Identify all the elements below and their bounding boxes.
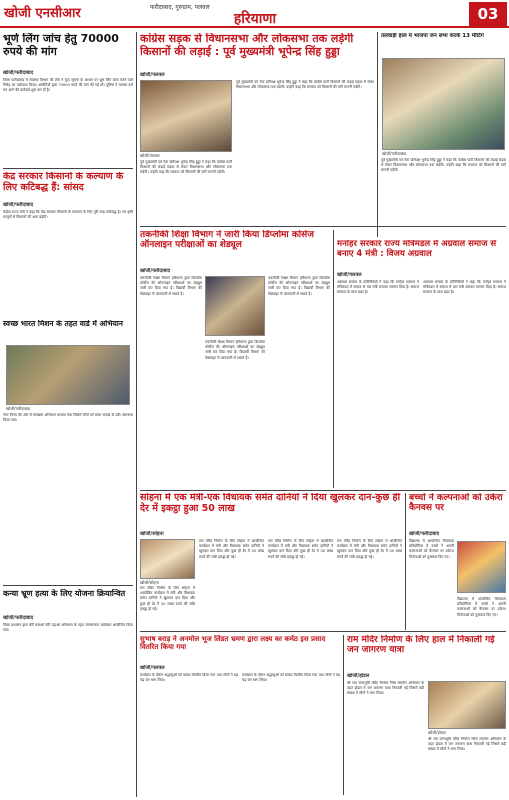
byline-a6: खोजी/फरीदाबाद bbox=[140, 268, 171, 274]
photo-caption: खोजी/पलवल bbox=[140, 153, 160, 158]
column-divider bbox=[343, 635, 344, 795]
photo-official bbox=[205, 276, 265, 336]
body-a7-cont: अग्रवाल समाज के प्रतिनिधियों ने कहा कि मनोहर सरकार ने मंत्रिमंडल में समाज से चार मंत्री बनाकर सम्मान दिया है। समाज सरकार के साथ खड़ा है। bbox=[423, 280, 506, 295]
column-divider bbox=[377, 32, 378, 237]
body-a12: पूर्व मुख्यमंत्री एवं नेता प्रतिपक्ष भूपेन्द्र सिंह हुड्डा ने कहा कि कांग्रेस पार्टी किसानों की लड़ाई सड़क से लेकर विधानसभा और लोकसभा तक लड़ेगी। उन्होंने कहा कि सरकार को किसानों की मांगें माननी पड़ेंगी। bbox=[381, 158, 506, 173]
body-a10-cont: कार्यक्रम के दौरान श्रद्धालुओं को प्रसाद वितरित किया गया तथा लोगों ने बढ़ चढ़ कर भाग लिया। bbox=[242, 673, 340, 683]
byline-a2: खोजी/पलवल bbox=[140, 72, 165, 78]
column-divider bbox=[333, 230, 334, 488]
photo-hooda bbox=[140, 80, 232, 152]
photo-caption: खोजी/फरीदाबाद bbox=[382, 151, 407, 156]
byline-a10: खोजी/पलवल bbox=[140, 665, 165, 671]
body-a11-cont: श्री राम जन्मभूमि मंदिर निर्माण निधि समर्पण अभियान के तहत होडल में जन जागरण यात्रा निकाली गई जिसमें बड़ी संख्या में लोगों ने भाग लिया। bbox=[428, 737, 506, 752]
page-number: 03 bbox=[469, 2, 507, 26]
byline-a3: खोजी/फरीदाबाद bbox=[3, 202, 34, 208]
headline-a8: सोहना में एक मंत्री-एक विधायक समेत दानियों ने दिया खुलकर दान-कुछ ही देर में इकट्ठा हुआ 50 लाख bbox=[140, 493, 401, 514]
body-a8: राम मंदिर निर्माण के लिए सोहना में आयोजित कार्यक्रम में मंत्री और विधायक समेत दानियों ने खुलकर दान दिया और कुछ ही देर में 50 लाख रुपये की राशि इकट्ठा हो गई। bbox=[140, 586, 195, 611]
body-a8-cont3: राम मंदिर निर्माण के लिए सोहना में आयोजित कार्यक्रम में मंत्री और विधायक समेत दानियों ने खुलकर दान दिया और कुछ ही देर में 50 लाख रुपये की राशि इकट्ठा हो गई। bbox=[337, 539, 402, 559]
body-a8-cont2: राम मंदिर निर्माण के लिए सोहना में आयोजित कार्यक्रम में मंत्री और विधायक समेत दानियों ने खुलकर दान दिया और कुछ ही देर में 50 लाख रुपये की राशि इकट्ठा हो गई। bbox=[268, 539, 333, 559]
photo-caption: खोजी/सोहना bbox=[140, 580, 159, 585]
column-divider bbox=[405, 493, 406, 630]
body-a7: अग्रवाल समाज के प्रतिनिधियों ने कहा कि मनोहर सरकार ने मंत्रिमंडल में समाज से चार मंत्री बनाकर सम्मान दिया है। समाज सरकार के साथ खड़ा है। bbox=[337, 280, 419, 295]
photo-caption: खोजी/होडल bbox=[428, 730, 446, 735]
byline-a5: खोजी/फरीदाबाद bbox=[3, 615, 34, 621]
byline-a1: खोजी/फरीदाबाद bbox=[3, 70, 34, 76]
headline-a3: केंद्र सरकार किसानों के कल्याण के लिए कटिबद्ध हैं: सांसद bbox=[3, 172, 124, 193]
body-a11: श्री राम जन्मभूमि मंदिर निर्माण निधि समर्पण अभियान के तहत होडल में जन जागरण यात्रा निकाली गई जिसमें बड़ी संख्या में लोगों ने भाग लिया। bbox=[347, 681, 424, 696]
divider bbox=[3, 585, 133, 586]
photo-street bbox=[6, 345, 130, 405]
headline-a10: सुभाष बराड़ ने अनमोल भूज लिंडत भ्रमण द्वारा लक्ष्य का कर्मठ इस प्रसाद वितरित किया गया bbox=[140, 635, 326, 652]
divider bbox=[140, 226, 506, 227]
headline-a7: मनोहर सरकार राज्य मंत्रिमंडल में अग्रवाल समाज से बनाए 4 मंत्री : विजय अग्रवाल bbox=[337, 240, 497, 259]
body-a9: विद्यालय में आयोजित चित्रकला प्रतियोगिता में बच्चों ने अपनी कल्पनाओं को कैनवस पर उकेरा। विजेताओं को पुरस्कार दिए गए। bbox=[409, 539, 454, 559]
headline-a12: तलवाड़ी हाल में भाजपा जन सभा करके 13 मीटिंग bbox=[381, 33, 484, 39]
section-title: हरियाणा bbox=[233, 11, 277, 27]
photo-children-art bbox=[457, 541, 506, 593]
body-a2: पूर्व मुख्यमंत्री एवं नेता प्रतिपक्ष भूपेन्द्र सिंह हुड्डा ने कहा कि कांग्रेस पार्टी किसानों की लड़ाई सड़क से लेकर विधानसभा और लोकसभा तक लड़ेगी। उन्होंने कहा कि सरकार को किसानों की मांगें माननी पड़ेंगी। bbox=[140, 160, 232, 175]
photo-yatra bbox=[428, 681, 506, 729]
body-a10: कार्यक्रम के दौरान श्रद्धालुओं को प्रसाद वितरित किया गया तथा लोगों ने बढ़ चढ़ कर भाग लिया। bbox=[140, 673, 238, 683]
photo-donation bbox=[140, 539, 195, 579]
photo-meeting bbox=[382, 58, 505, 150]
body-a5: जिला प्रशासन द्वारा बेटी बचाओ बेटी पढ़ाओ अभियान के तहत जागरूकता कार्यक्रम आयोजित किया गया। bbox=[3, 623, 133, 633]
body-a6: तकनीकी शिक्षा विभाग हरियाणा द्वारा डिप्लोमा कोर्सेज की ऑनलाइन परीक्षाओं का शेड्यूल जारी कर दिया गया है। विद्यार्थी विभाग की वेबसाइट से जानकारी ले सकते हैं। bbox=[140, 276, 202, 296]
headline-a11: राम मंदिर निर्माण के लिए हाल में निकाली गई जन जागरण यात्रा bbox=[347, 635, 495, 656]
body-a8-cont: राम मंदिर निर्माण के लिए सोहना में आयोजित कार्यक्रम में मंत्री और विधायक समेत दानियों ने खुलकर दान दिया और कुछ ही देर में 50 लाख रुपये की राशि इकट्ठा हो गई। bbox=[199, 539, 264, 559]
headline-a1: भूर्ण लिंग जांच हेतु 70000 रुपये की मांग bbox=[3, 33, 119, 58]
photo-caption: खोजी/फरीदाबाद bbox=[6, 406, 31, 411]
headline-a4: स्वच्छ भारत मिशन के तहत वार्ड में अभियान bbox=[3, 320, 123, 328]
headline-a9: बच्चों ने कल्पनाओं को उकेरा कैनवस पर bbox=[409, 493, 503, 514]
column-divider bbox=[136, 32, 137, 797]
body-a9-cont: विद्यालय में आयोजित चित्रकला प्रतियोगिता में बच्चों ने अपनी कल्पनाओं को कैनवस पर उकेरा। विजेताओं को पुरस्कार दिए गए। bbox=[457, 597, 506, 617]
divider bbox=[140, 490, 506, 491]
headline-a5: कन्या भ्रूण हत्या के लिए योजना क्रियान्वित bbox=[3, 589, 126, 598]
dateline: फरीदाबाद, गुरुग्राम, पलवल bbox=[150, 4, 210, 11]
body-a4: नगर निगम की ओर से स्वच्छता अभियान चलाया गया जिसमें लोगों को साफ सफाई के प्रति जागरूक किया गया। bbox=[3, 413, 133, 423]
body-a3: केंद्रीय राज्य मंत्री ने कहा कि केंद्र सरकार किसानों के कल्याण के लिए पूरी तरह कटिबद्ध है। नए कृषि कानूनों से किसानों की आय बढ़ेगी। bbox=[3, 210, 133, 220]
newspaper-logo: खोजी एनसीआर bbox=[4, 6, 81, 21]
masthead bbox=[0, 0, 509, 28]
headline-a6: तकनीकी शिक्षा विभाग ने जारी किया डिप्लोमा कोर्सेज ऑनलाइन परीक्षाओं का शेड्यूल bbox=[140, 230, 314, 251]
byline-a9: खोजी/फरीदाबाद bbox=[409, 531, 440, 537]
body-a6-cont2: तकनीकी शिक्षा विभाग हरियाणा द्वारा डिप्लोमा कोर्सेज की ऑनलाइन परीक्षाओं का शेड्यूल जारी कर दिया गया है। विद्यार्थी विभाग की वेबसाइट से जानकारी ले सकते हैं। bbox=[268, 276, 330, 296]
divider bbox=[3, 168, 133, 169]
body-a6-cont: तकनीकी शिक्षा विभाग हरियाणा द्वारा डिप्लोमा कोर्सेज की ऑनलाइन परीक्षाओं का शेड्यूल जारी कर दिया गया है। विद्यार्थी विभाग की वेबसाइट से जानकारी ले सकते हैं। bbox=[205, 340, 265, 360]
body-a1: जिला फरीदाबाद में स्वास्थ्य विभाग की टीम ने गुप्त सूचना के आधार पर भ्रूण लिंग जांच करने वाले गिरोह का पर्दाफाश किया। आरोपियों द्वारा 70000 रुपये की मांग की गई थी। पुलिस ने मामला दर्ज कर आगे की कार्रवाई शुरू कर दी है। bbox=[3, 78, 133, 93]
byline-a11: खोजी/होडल bbox=[347, 673, 370, 679]
body-a2-cont: पूर्व मुख्यमंत्री एवं नेता प्रतिपक्ष भूपेन्द्र सिंह हुड्डा ने कहा कि कांग्रेस पार्टी किसानों की लड़ाई सड़क से लेकर विधानसभा और लोकसभा तक लड़ेगी। उन्होंने कहा कि सरकार को किसानों की मांगें माननी पड़ेंगी। bbox=[236, 80, 374, 90]
byline-a7: खोजी/पलवल bbox=[337, 272, 362, 278]
headline-a2: कांग्रेस सड़क से विधानसभा और लोकसभा तक लड़ेगी किसानों की लड़ाई : पूर्व मुख्यमंत्री भूपेन्द्र सिंह हुड्डा bbox=[140, 33, 354, 58]
divider bbox=[140, 631, 506, 632]
byline-a8: खोजी/सोहना bbox=[140, 531, 164, 537]
